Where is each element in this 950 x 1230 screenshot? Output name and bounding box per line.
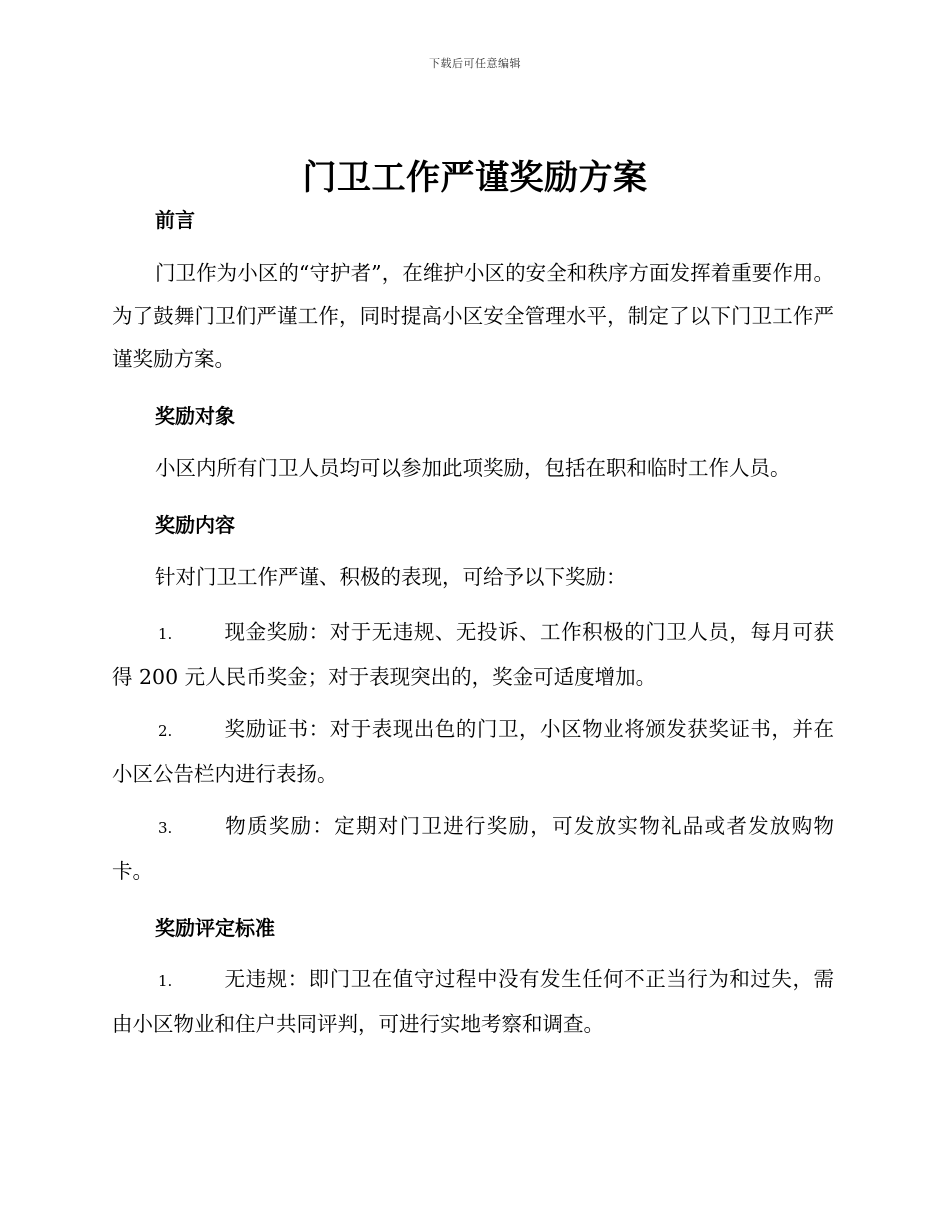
- document-title: 门卫工作严谨奖励方案: [302, 158, 648, 198]
- list-item-text: 无违规：即门卫在值守过程中没有发生任何不正当行为和过失，需由小区物业和住户共同评判，可进行实地考察和调查。: [112, 967, 834, 1036]
- preface-paragraph: 门卫作为小区的“守护者”，在维护小区的安全和秩序方面发挥着重要作用。为了鼓舞门卫们严谨工作，同时提高小区安全管理水平，制定了以下门卫工作严谨奖励方案。: [112, 261, 834, 371]
- header-note: 下载后可任意编辑: [429, 57, 521, 70]
- content-item-2: [112, 708, 834, 796]
- section-heading-target: 奖励对象: [155, 404, 235, 428]
- content-item-1: [112, 611, 834, 699]
- criteria-item-1: [112, 958, 834, 1046]
- list-number: 1.: [158, 625, 173, 643]
- section-heading-content: 奖励内容: [155, 513, 235, 537]
- section-heading-criteria: 奖励评定标准: [155, 916, 275, 940]
- list-number: 3.: [158, 819, 173, 837]
- section-heading-preface: 前言: [155, 208, 195, 232]
- target-paragraph: 小区内所有门卫人员均可以参加此项奖励，包括在职和临时工作人员。: [155, 456, 791, 480]
- content-intro: 针对门卫工作严谨、积极的表现，可给予以下奖励：: [155, 565, 627, 589]
- list-number: 1.: [158, 972, 173, 990]
- list-item-text: 奖励证书：对于表现出色的门卫，小区物业将颁发获奖证书，并在小区公告栏内进行表扬。: [112, 717, 834, 786]
- list-item-text: 物质奖励：定期对门卫进行奖励，可发放实物礼品或者发放购物卡。: [112, 814, 834, 883]
- content-item-3: [112, 805, 834, 893]
- list-number: 2.: [158, 722, 173, 740]
- list-item-text: 现金奖励：对于无违规、无投诉、工作积极的门卫人员，每月可获得 200 元人民币奖金；对于表现突出的，奖金可适度增加。: [112, 620, 834, 689]
